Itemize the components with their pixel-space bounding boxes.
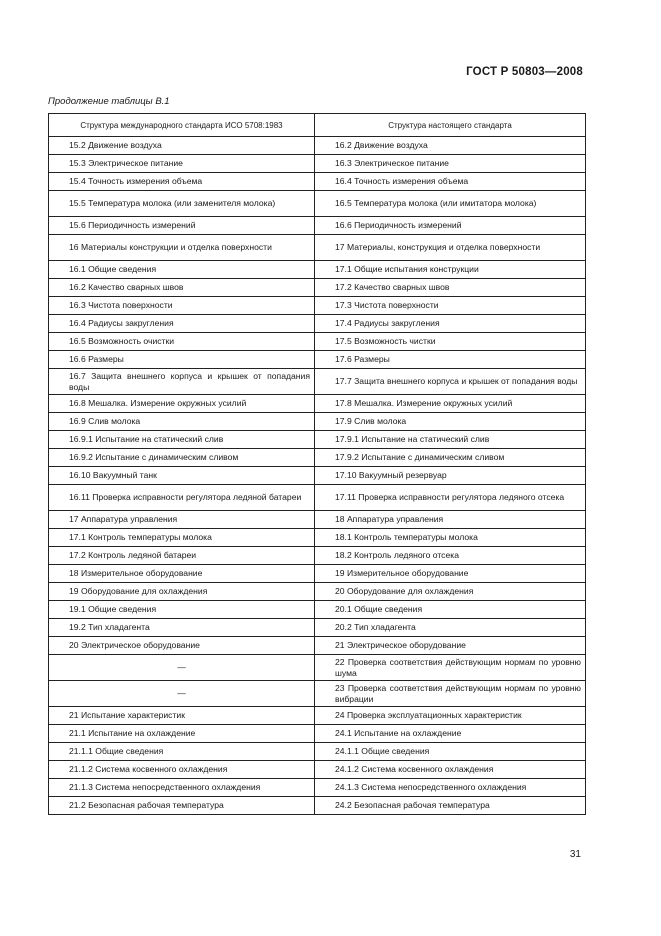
gost-structure-cell: 17.2 Качество сварных швов [315, 279, 586, 297]
iso-structure-cell: 21 Испытание характеристик [49, 707, 315, 725]
iso-structure-cell: 15.5 Температура молока (или заменителя молока) [49, 191, 315, 217]
document-code: ГОСТ Р 50803—2008 [466, 66, 583, 78]
iso-structure-cell: 16.9 Слив молока [49, 413, 315, 431]
table-row [49, 333, 586, 351]
table-row [49, 235, 586, 261]
gost-structure-cell: 18.1 Контроль температуры молока [315, 529, 586, 547]
iso-structure-cell: 16.9.1 Испытание на статический слив [49, 431, 315, 449]
iso-structure-cell: 21.1.1 Общие сведения [49, 743, 315, 761]
gost-structure-cell: 23 Проверка соответствия действующим нормам по уровню вибрации [315, 681, 586, 707]
gost-structure-cell: 24.2 Безопасная рабочая температура [315, 797, 586, 815]
gost-structure-cell: 17.6 Размеры [315, 351, 586, 369]
iso-structure-cell: 16.3 Чистота поверхности [49, 297, 315, 315]
iso-structure-cell: 21.2 Безопасная рабочая температура [49, 797, 315, 815]
iso-structure-cell: 17.2 Контроль ледяной батареи [49, 547, 315, 565]
gost-structure-cell: 24.1.1 Общие сведения [315, 743, 586, 761]
table-caption: Продолжение таблицы В.1 [48, 96, 170, 107]
table-row [49, 155, 586, 173]
table-row [49, 637, 586, 655]
gost-structure-cell: 16.2 Движение воздуха [315, 137, 586, 155]
table-row [49, 583, 586, 601]
column-header-gost: Структура настоящего стандарта [315, 114, 586, 137]
gost-structure-cell: 24.1 Испытание на охлаждение [315, 725, 586, 743]
table-row [49, 619, 586, 637]
iso-structure-cell: 18 Измерительное оборудование [49, 565, 315, 583]
iso-structure-cell: 16.1 Общие сведения [49, 261, 315, 279]
iso-structure-cell: 16 Материалы конструкции и отделка поверхности [49, 235, 315, 261]
page-number: 31 [569, 849, 581, 860]
gost-structure-cell: 20 Оборудование для охлаждения [315, 583, 586, 601]
table-row [49, 369, 586, 395]
gost-structure-cell: 17.7 Защита внешнего корпуса и крышек от попадания воды [315, 369, 586, 395]
iso-structure-cell: 15.3 Электрическое питание [49, 155, 315, 173]
iso-structure-cell: 17 Аппаратура управления [49, 511, 315, 529]
table-row [49, 565, 586, 583]
table-row [49, 485, 586, 511]
iso-structure-cell: 16.8 Мешалка. Измерение окружных усилий [49, 395, 315, 413]
gost-structure-cell: 20.1 Общие сведения [315, 601, 586, 619]
iso-structure-cell: 16.7 Защита внешнего корпуса и крышек от попадания воды [49, 369, 315, 395]
table-row [49, 779, 586, 797]
iso-structure-cell: 15.2 Движение воздуха [49, 137, 315, 155]
gost-structure-cell: 17.3 Чистота поверхности [315, 297, 586, 315]
gost-structure-cell: 16.5 Температура молока (или имитатора молока) [315, 191, 586, 217]
gost-structure-cell: 17.4 Радиусы закругления [315, 315, 586, 333]
iso-structure-cell: 16.6 Размеры [49, 351, 315, 369]
gost-structure-cell: 16.3 Электрическое питание [315, 155, 586, 173]
column-header-iso: Структура международного стандарта ИСО 5708:1983 [49, 114, 315, 137]
table-row [49, 655, 586, 681]
iso-structure-cell: 16.5 Возможность очистки [49, 333, 315, 351]
table-row [49, 761, 586, 779]
table-row [49, 315, 586, 333]
gost-structure-cell: 17.9.2 Испытание с динамическим сливом [315, 449, 586, 467]
table-row [49, 395, 586, 413]
table-row [49, 351, 586, 369]
iso-structure-cell: — [49, 681, 315, 707]
table-row [49, 467, 586, 485]
table-row [49, 707, 586, 725]
iso-structure-cell: 15.4 Точность измерения объема [49, 173, 315, 191]
table-row [49, 601, 586, 619]
iso-structure-cell: 21.1.2 Система косвенного охлаждения [49, 761, 315, 779]
table-row [49, 279, 586, 297]
table-row [49, 431, 586, 449]
gost-structure-cell: 17.11 Проверка исправности регулятора ледяного отсека [315, 485, 586, 511]
table-row [49, 725, 586, 743]
gost-structure-cell: 17.8 Мешалка. Измерение окружных усилий [315, 395, 586, 413]
iso-structure-cell: 16.9.2 Испытание с динамическим сливом [49, 449, 315, 467]
table-row [49, 797, 586, 815]
gost-structure-cell: 17.10 Вакуумный резервуар [315, 467, 586, 485]
gost-structure-cell: 17 Материалы, конструкция и отделка поверхности [315, 235, 586, 261]
table-row [49, 217, 586, 235]
table-row [49, 449, 586, 467]
iso-structure-cell: 16.10 Вакуумный танк [49, 467, 315, 485]
table-header-row [49, 114, 586, 137]
table-row [49, 191, 586, 217]
table-row [49, 547, 586, 565]
iso-structure-cell: 20 Электрическое оборудование [49, 637, 315, 655]
gost-structure-cell: 17.9 Слив молока [315, 413, 586, 431]
gost-structure-cell: 19 Измерительное оборудование [315, 565, 586, 583]
gost-structure-cell: 20.2 Тип хладагента [315, 619, 586, 637]
iso-structure-cell: 21.1 Испытание на охлаждение [49, 725, 315, 743]
iso-structure-cell: 16.4 Радиусы закругления [49, 315, 315, 333]
table-row [49, 173, 586, 191]
table-row [49, 511, 586, 529]
gost-structure-cell: 17.5 Возможность чистки [315, 333, 586, 351]
table-row [49, 137, 586, 155]
table-row [49, 681, 586, 707]
iso-structure-cell: 17.1 Контроль температуры молока [49, 529, 315, 547]
gost-structure-cell: 16.4 Точность измерения объема [315, 173, 586, 191]
iso-structure-cell: 19.2 Тип хладагента [49, 619, 315, 637]
table-row [49, 529, 586, 547]
table-row [49, 261, 586, 279]
gost-structure-cell: 16.6 Периодичность измерений [315, 217, 586, 235]
gost-structure-cell: 22 Проверка соответствия действующим нормам по уровню шума [315, 655, 586, 681]
gost-structure-cell: 18 Аппаратура управления [315, 511, 586, 529]
table-row [49, 297, 586, 315]
iso-structure-cell: 21.1.3 Система непосредственного охлаждения [49, 779, 315, 797]
table-row [49, 413, 586, 431]
iso-structure-cell: 19 Оборудование для охлаждения [49, 583, 315, 601]
gost-structure-cell: 24 Проверка эксплуатационных характеристик [315, 707, 586, 725]
iso-structure-cell: 15.6 Периодичность измерений [49, 217, 315, 235]
iso-structure-cell: — [49, 655, 315, 681]
gost-structure-cell: 24.1.2 Система косвенного охлаждения [315, 761, 586, 779]
iso-structure-cell: 16.2 Качество сварных швов [49, 279, 315, 297]
gost-structure-cell: 17.9.1 Испытание на статический слив [315, 431, 586, 449]
comparison-table [48, 113, 586, 815]
gost-structure-cell: 21 Электрическое оборудование [315, 637, 586, 655]
table-row [49, 743, 586, 761]
table-body [49, 137, 586, 815]
iso-structure-cell: 16.11 Проверка исправности регулятора ледяной батареи [49, 485, 315, 511]
gost-structure-cell: 18.2 Контроль ледяного отсека [315, 547, 586, 565]
gost-structure-cell: 17.1 Общие испытания конструкции [315, 261, 586, 279]
gost-structure-cell: 24.1.3 Система непосредственного охлаждения [315, 779, 586, 797]
iso-structure-cell: 19.1 Общие сведения [49, 601, 315, 619]
